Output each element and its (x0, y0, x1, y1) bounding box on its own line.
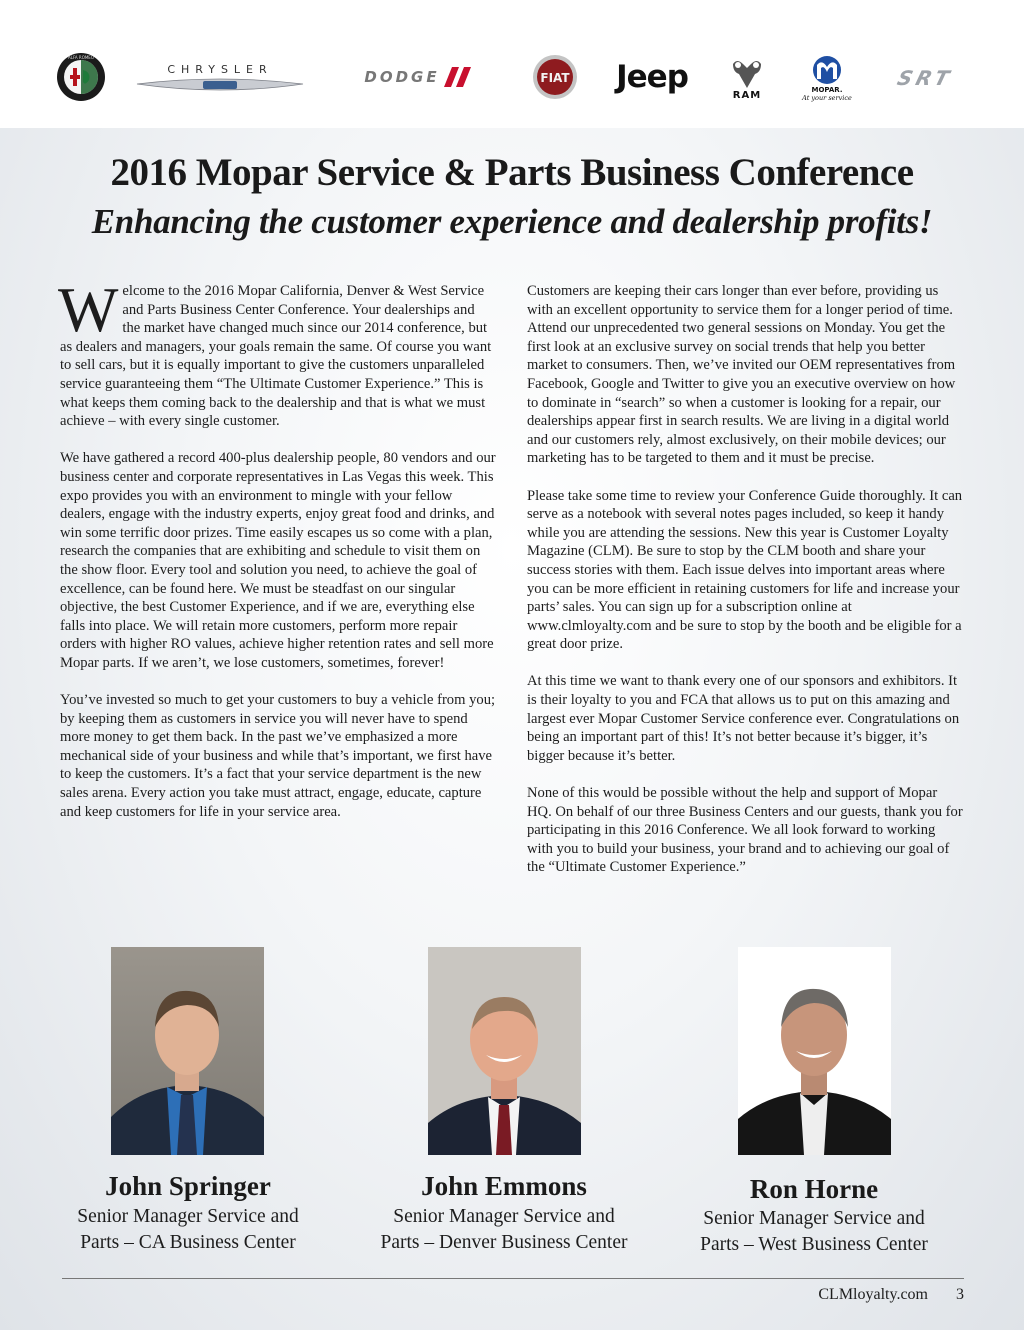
page-subtitle: Enhancing the customer experience and dealership profits! (91, 202, 933, 241)
article-paragraph (58, 274, 496, 431)
person-title (660, 1206, 968, 1258)
page-title: 2016 Mopar Service & Parts Business Conference (110, 151, 914, 194)
person-title-line: Parts – Denver Business Center (380, 1232, 628, 1253)
brand-logo-bar (0, 0, 1024, 128)
jeep-wordmark: Jeep (616, 59, 688, 95)
ram-wordmark: RAM (732, 89, 762, 101)
chrysler-logo (134, 60, 306, 96)
footer-divider (62, 1278, 964, 1279)
portrait-photo-springer (111, 947, 264, 1155)
dodge-stripes-icon (444, 67, 474, 87)
article-paragraph: At this time we want to thank every one of our sponsors and exhibitors. It is their loyalty to you and FCA that allows us to put on this amazing and largest ever Mopar Customer Service conference ever. Congratulations on being an important part of this! It’s not better because it’s bigger, it’s bigger because it’s better. (527, 673, 960, 764)
article-right-column (527, 282, 963, 896)
dodge-wordmark: DODGE (364, 68, 440, 86)
fiat-logo (532, 54, 578, 100)
mopar-wordmark: MOPAR. (811, 85, 843, 94)
person-title-line: Parts – West Business Center (700, 1234, 928, 1255)
ram-head-icon (729, 56, 765, 90)
alfa-romeo-text: ALFA ROMEO (68, 55, 94, 60)
person-name: Ron Horne (749, 1174, 879, 1204)
fiat-text: FIAT (540, 71, 570, 85)
portrait-photo-horne (738, 947, 891, 1155)
mopar-logo (796, 52, 858, 104)
page-number: 3 (956, 1286, 964, 1303)
srt-wordmark: SRT (894, 66, 956, 90)
footer-website: CLMloyalty.com (818, 1286, 928, 1303)
srt-logo (876, 66, 974, 90)
article-paragraph: You’ve invested so much to get your customers to buy a vehicle from you; by keeping them as customers in service you will never have to spend more money to get them back. In the past we’ve emphasized a more mechanical side of your business and while that’s important, we first have to keep the customers. It’s a fact that your service department is the new sales arena. Every action you take must attract, engage, educate, capture and keep customers for life in your service area. (60, 692, 496, 820)
paragraph-text: elcome to the 2016 Mopar California, Denver & West Service and Parts Business Center Conference. Your dealerships and the market have changed much since our 2014 conference, but as dealers and managers, your goals remain the same. Of course you want to sell cars, but it is equally important to give the customers unparalleled service guaranteeing them “The Ultimate Customer Experience.” This is what keeps them coming back to the dealership and that is what we must achieve – with every single customer. (60, 283, 492, 430)
article-paragraph: Customers are keeping their cars longer than ever before, providing us with an excellent opportunity to service them for a longer period of time. Attend our unprecedented two general sessions on Monday. You get the first look at an exclusive survey on social trends that help you better market to consumers. Then, we’ve invited our OEM representatives from Facebook, Google and Twitter to give you an executive overview on how to dominate in “search” so when a customer is looking for a repair, our dealerships appear first in search results. We are living in a digital world and our customers rely, almost exclusively, on their mobile devices; our marketing has to be targeted to them and it must be precise. (527, 283, 956, 467)
person-title (40, 1204, 336, 1256)
ram-logo (722, 52, 772, 104)
article-paragraph: None of this would be possible without the help and support of Mopar HQ. On behalf of our three Business Centers and our guests, thank you for participating in this 2016 Conference. We all look forward to working with you to build your business, your brand and to achieving our goal of the “Ultimate Customer Experience.” (527, 785, 963, 876)
person-title-line: Parts – CA Business Center (80, 1232, 296, 1253)
alfa-romeo-logo (56, 52, 106, 102)
portrait-photo-emmons (428, 947, 581, 1155)
article-paragraph: We have gathered a record 400-plus dealership people, 80 vendors and our business center and corporate representatives in Las Vegas this week. This expo provides you with an environment to mingle with your fellow dealers, engage with the industry experts, enjoy great food and drinks, and win some terrific door prizes. Time easily escapes us so come with a plan, research the companies that are exhibiting and schedule to visit them on the show floor. Every tool and solution you need, to achieve the goal of excellence, can be found here. We must be steadfast on our singular objective, the best Customer Experience, and if we are, everything else falls into place. We will retain more customers, perform more repair orders with higher RO values, achieve higher retention rates and sell more Mopar parts. If we aren’t, we lose customers, sometimes, forever! (60, 450, 496, 671)
jeep-logo (610, 56, 694, 98)
person-name: John Springer (105, 1171, 271, 1201)
article-left-column (58, 274, 496, 840)
person-title-line: Senior Manager Service and (77, 1206, 299, 1227)
mopar-tagline: At your service (802, 93, 852, 102)
drop-cap: W (58, 274, 119, 345)
person-title (344, 1204, 664, 1256)
article-paragraph: Please take some time to review your Conference Guide thoroughly. It can serve as a notebook with several notes pages included, so keep it handy while you are attending the sessions. New this year is Customer Loyalty Magazine (CLM). Be sure to stop by the CLM booth and share your success stories with them. Each issue delves into important areas where you can be more efficient in retaining customers for life and increase your parts’ sales. You can sign up for a subscription online at www.clmloyalty.com and be sure to stop by the booth and be eligible for a great door prize. (527, 487, 963, 653)
chrysler-wordmark: CHRYSLER (167, 62, 273, 76)
person-title-line: Senior Manager Service and (703, 1208, 925, 1229)
person-title-line: Senior Manager Service and (393, 1206, 615, 1227)
person-name: John Emmons (421, 1171, 587, 1201)
dodge-logo (340, 66, 498, 88)
mopar-m-icon (809, 55, 845, 85)
